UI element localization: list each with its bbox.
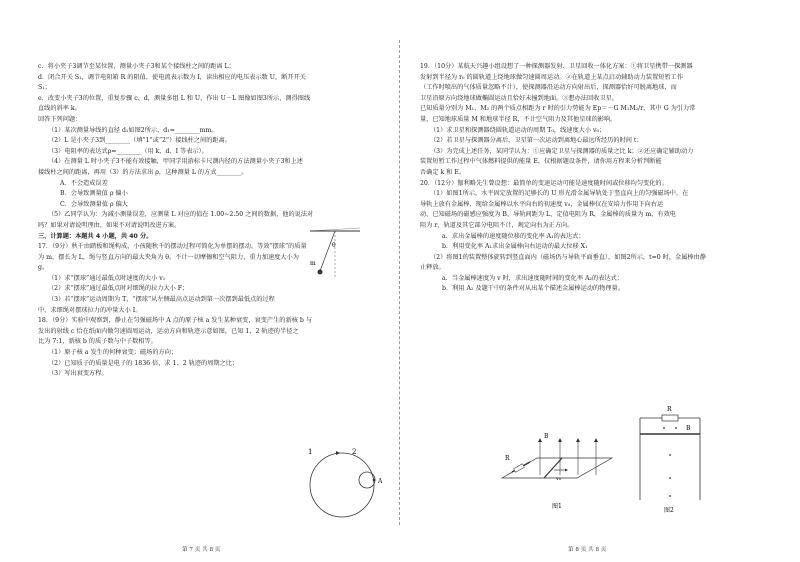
pendulum-figure xyxy=(300,225,370,285)
text-line: b．利用变化率 A₁求出金属棒向右运动的最大位移 X₁ xyxy=(442,243,588,251)
text-line: 已知质量分别为 M₁、M₂ 的两个质点相距为 r 时的引力势能为 Ep＝－G M₁M₂/r，其中 G 为引力常 xyxy=(420,105,696,113)
text-line: 发出的射线 c 恰在纸面内做匀速圆周运动，运动方向和轨迹示意如图，已知 1、2 轨迹的半径之 xyxy=(38,327,299,335)
text-line: 卫星沿原方向绕地球做椭圆运动且恰好未撞到地面。③想办法回收卫星。 xyxy=(420,94,618,102)
text-line: a．求出金属棒的速度随位移的变化率 A₁的表达式； xyxy=(442,232,585,240)
text-line: （3）为完成上述任务，某同学认为：①应确定卫星与探测器的质量之比 k；②还应确定辅助动力 xyxy=(430,147,694,155)
fig2-r-label: R xyxy=(667,406,672,413)
text-line: 比为 7:1，新核 b 的质子数与中子数相等。 xyxy=(38,338,157,346)
text-line: 19．（10分）某航天兴趣小组设想了一种探测器发射、卫星回收一体化方案：①将卫星携带一探测器 xyxy=(420,63,693,70)
text-line: 装置短暂工作过程中气体燃料提供的能量 E，仅根据题设条件，请你用方程来分析判断能 xyxy=(420,158,662,166)
fig1-v0-label: v₀ xyxy=(556,476,561,482)
text-line: S₁； xyxy=(38,84,51,92)
text-line: （2）求“摆球”通过最低点时对细绳的拉力大小 F； xyxy=(48,285,189,293)
text-line: 导轨上放有金属棒，现给金属棒以水平向右的初速度 v₀，金属棒仅在安培力作用下向右运 xyxy=(420,200,664,208)
text-line: 量，已知地球质量 M 和地球半径 R，不计空气阻力及其他星球的影响。 xyxy=(420,115,617,123)
page-8-footer: 第 8 页 共 8 页 xyxy=(568,547,607,553)
text-line: （3）电阻率的表达式ρ=________（用 k、d、I 等表示）。 xyxy=(48,147,208,155)
text-line: 三、计算题：本题共 4 小题，共 40 分。 xyxy=(38,232,153,240)
point-a-label: A xyxy=(378,478,383,485)
text-line: （2）将图1的装置整体旋转到竖直面内（磁场仍与导轨平面垂直），如图2所示，t=0 时，金属棒由静 xyxy=(430,253,706,261)
text-line: 接线柱之间的距离，再用（3）的方法求出 ρ，这种测量 L 的方式________。 xyxy=(38,168,248,176)
text-line: A．不会造成误差 xyxy=(60,179,108,187)
text-line: 20．（12分）伽利略先生曾设想：最简单的变速运动可能是速度随时间或位移均匀变化的。 xyxy=(420,179,668,187)
text-line: 中，求细绳对摆球拉力的冲量大小 I。 xyxy=(38,306,142,314)
text-line: 为 m，摆长为 L，绳与竖直方向的最大夹角为 θ。不计一切摩擦和空气阻力，重力加速度大小为 xyxy=(38,253,299,261)
orbit-figure xyxy=(300,440,390,525)
text-line: 否确定 k 和 E。 xyxy=(420,168,466,176)
text-line: 17．（9分）秋千由踏板和绳构成，小孩随秋千的摆动过程可简化为单摆的摆动。等效“摆球”的质量 xyxy=(38,243,307,251)
text-line: （1）某次测量导线的直径 d₁如图2所示，d₁=________mm。 xyxy=(48,126,218,134)
text-line: e．改变小夹子3的位置，重复步骤 c、d，测量多组 L 和 U，作出 U－L 图像如图3所示，测得图线 xyxy=(38,94,311,102)
right-column-text xyxy=(420,62,780,295)
text-line: 直线的斜率 k。 xyxy=(38,105,81,113)
text-line: （工作时喷出的气体质量忽略不计），使探测器沿运动方向射出后，探测器恰好可脱离地球，而 xyxy=(420,84,677,92)
rail-figure-2 xyxy=(620,400,720,515)
text-line: （1）求卫星和探测器绕圆轨道运动的周期 T₀，线速度大小 v₀； xyxy=(430,126,606,134)
mass-label: m xyxy=(310,260,316,267)
text-line: C．会导致测量值 ρ 偏大 xyxy=(60,200,128,208)
text-line: （1）求“摆球”通过最低点时速度的大小 v₁ xyxy=(48,274,166,282)
text-line: （3）若“摆球”运动周期为 T，“摆球”从左侧最高点运动到第一次摆到最低点的过程 xyxy=(48,296,275,304)
text-line: c．将小夹子3调节至某位置，测量小夹子3和某个接线柱之间的距离 L； xyxy=(38,63,235,70)
text-line: （5）乙同学认为：为减小测量误差，应测量 L 对应的值在 1.00~2.50 之间的数据，他的说法对 xyxy=(48,211,314,219)
text-line: 阻为 r，轨道及其它部分电阻不计，规定向右为正方向。 xyxy=(420,221,574,229)
page-7-footer: 第 7 页 共 8 页 xyxy=(182,547,221,553)
fig1-r-label: R xyxy=(505,455,510,462)
text-line: a．当金属棒速度为 v 时，求出速度随时间的变化率 A₂的表达式； xyxy=(442,274,623,282)
text-line: B．会导致测量值 ρ 偏小 xyxy=(60,190,128,198)
fig2-caption: 图2 xyxy=(664,507,674,514)
fig2-b-label: B xyxy=(686,425,691,432)
text-line: 发射到半径为 r₀ 的圆轨道上绕地球做匀速圆周运动。②在轨道上某点启动辅助动力装置短暂工作 xyxy=(420,73,684,81)
text-line: 动，已知磁场的磁感应强度为 B，导轨间距为 L，定值电阻为 R，金属棒的质量为 m，有效电 xyxy=(420,211,676,219)
text-line: （1）如图1所示，水平固定放置的足够长的 U 形光滑金属导轨处于竖直向上的匀强磁场中，在 xyxy=(430,190,689,198)
text-line: （4）在测量 L 时小夹子3不能有效接触，甲同学用游标卡尺测内径的方法测量小夹子3和上述 xyxy=(48,158,303,166)
text-line: （2）已知质子的质量是电子的 1836 倍，求 1、2 轨迹的周期之比； xyxy=(48,359,239,367)
orbit-1-label: 1 xyxy=(308,448,313,456)
text-line: （3）写出衰变方程。 xyxy=(48,370,108,378)
rail-figure-1 xyxy=(492,420,632,515)
orbit-2-label: 2 xyxy=(352,448,357,456)
text-line: 吗？如果对请说明理由，如果不对请说明改进方案。 xyxy=(38,221,181,229)
page-8 xyxy=(400,0,800,562)
text-line: 18．（9分）实验中观察到，静止在匀强磁场中 A 点的原子核 a 发生某种衰变，衰变产生的新核 b 与 xyxy=(38,317,312,325)
text-line: g。 xyxy=(38,264,49,272)
fig1-b-label: B xyxy=(544,433,549,440)
text-line: 回答下列问题： xyxy=(38,115,82,123)
text-line: （1）原子核 a 发生的何种衰变；磁场的方向； xyxy=(48,349,178,357)
theta-label: θ xyxy=(332,242,336,249)
left-column-text xyxy=(38,62,384,380)
text-line: 止释放。 xyxy=(420,264,445,272)
text-line: （2）L 是小夹子3到________（填“1”或“2”）接线柱之间的距离。 xyxy=(48,137,231,145)
text-line: （2）若卫星与探测器分离后，卫星第一次运动到离地心最远所经历的时间 t； xyxy=(430,137,643,145)
text-line: d．闭合开关 S₁，调节电阻箱 R 的阻值，使电流表示数为 I，读出相应的电压表示数 U，断开开关 xyxy=(38,73,306,81)
text-line: b．利用 A₂ 及题干中的条件对从出某个描述金属棒运动的物理量。 xyxy=(442,285,624,293)
fig1-caption: 图1 xyxy=(552,503,562,510)
